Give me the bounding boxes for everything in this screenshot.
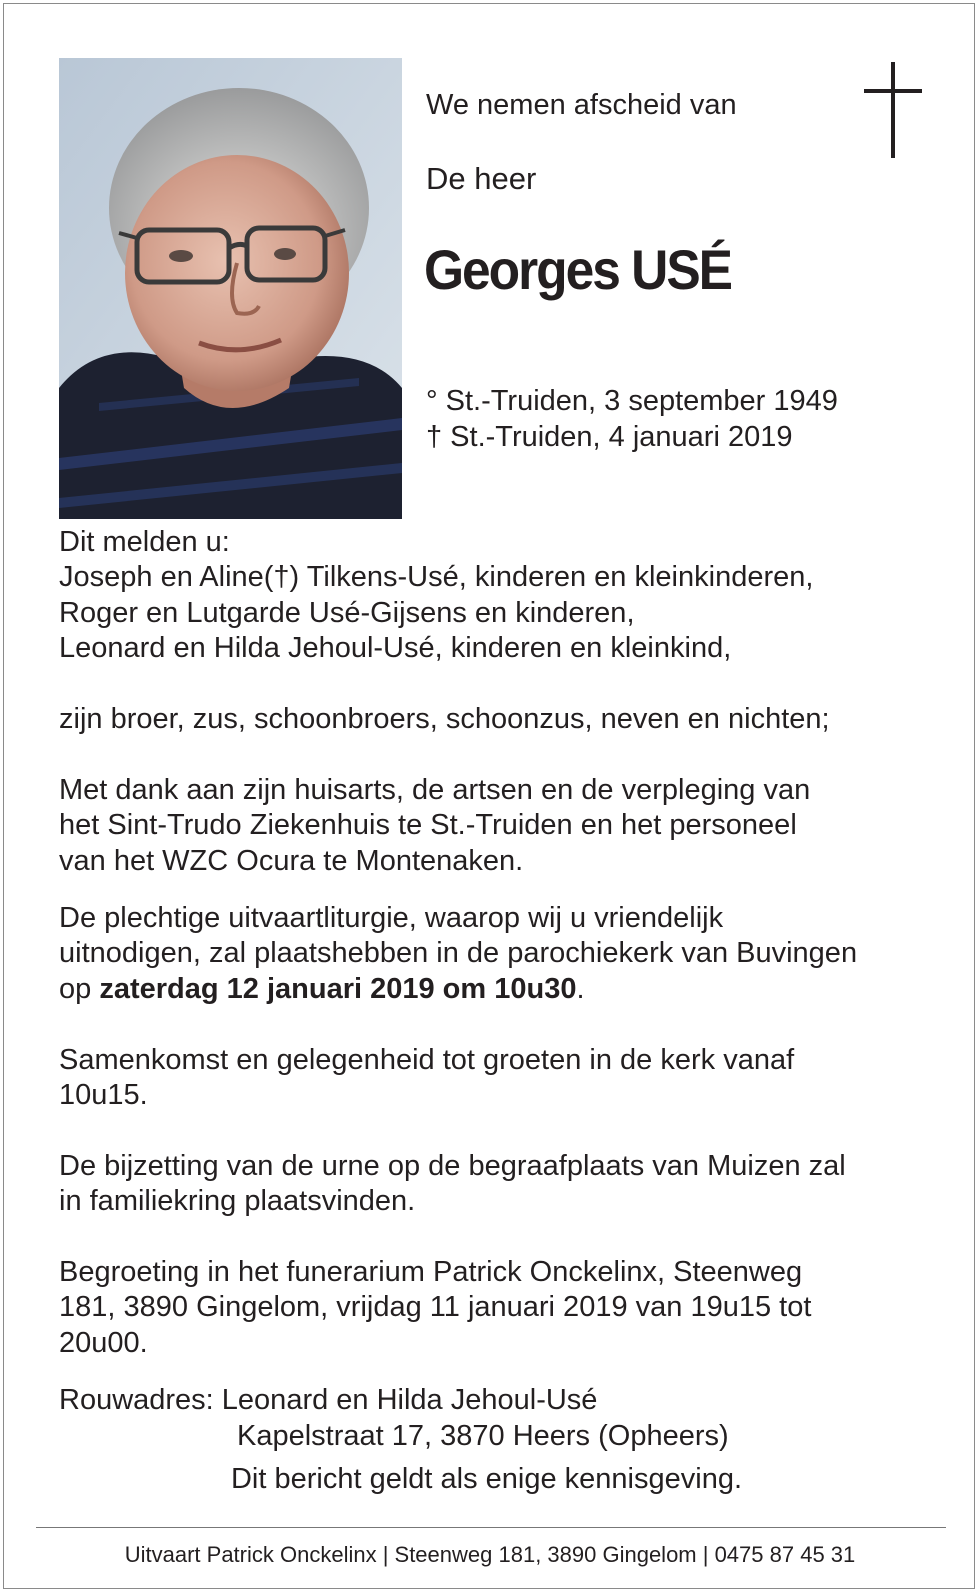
notice-line: Dit bericht geldt als enige kennisgeving. [230,1463,743,1496]
family-line: Leonard en Hilda Jehoul-Usé, kinderen en kleinkind, [59,632,732,665]
liturgy-suffix: . [576,972,585,1005]
birth-line: ° St.-Truiden, 3 september 1949 [426,385,838,417]
gathering-line: Samenkomst en gelegenheid tot groeten in de kerk vanaf [59,1043,795,1076]
relatives-line: zijn broer, zus, schoonbroers, schoonzus, neven en nichten; [59,703,830,736]
thanks-line: van het WZC Ocura te Montenaken. [59,844,524,877]
liturgy-line: De plechtige uitvaartliturgie, waarop wij u vriendelijk [59,902,724,935]
honorific: De heer [426,161,537,196]
address-street: Kapelstraat 17, 3870 Heers (Opheers) [237,1419,729,1452]
liturgy-datetime: zaterdag 12 januari 2019 om 10u30 [99,972,577,1005]
burial-line: De bijzetting van de urne op de begraafplaats van Muizen zal [59,1149,846,1182]
intro-text: We nemen afscheid van [426,89,737,121]
life-dates [426,383,838,455]
deceased-name: Georges USÉ [424,238,732,301]
liturgy-line [59,972,959,1007]
family-line: Joseph en Aline(†) Tilkens-Usé, kinderen en kleinkinderen, [59,561,814,594]
visitation-line: Begroeting in het funerarium Patrick Onckelinx, Steenweg [59,1256,803,1289]
cross-icon [864,62,922,158]
family-line: Roger en Lutgarde Usé-Gijsens en kinderen, [59,596,635,629]
gathering-line: 10u15. [59,1079,148,1112]
liturgy-prefix: op [59,972,100,1005]
thanks-line: Met dank aan zijn huisarts, de artsen en de verpleging van [59,773,811,806]
footer-divider [36,1527,946,1528]
address-line: Rouwadres: Leonard en Hilda Jehoul-Usé [59,1384,598,1417]
thanks-line: het Sint-Trudo Ziekenhuis te St.-Truiden en het personeel [59,809,797,842]
announcement-body [59,525,959,1497]
visitation-line: 20u00. [59,1326,148,1359]
portrait-photo [59,58,402,519]
visitation-line: 181, 3890 Gingelom, vrijdag 11 januari 2019 van 19u15 tot [59,1291,812,1324]
funeral-home-footer: Uitvaart Patrick Onckelinx | Steenweg 181, 3890 Gingelom | 0475 87 45 31 [124,1542,856,1567]
announcement-intro: Dit melden u: [59,526,230,558]
burial-line: in familiekring plaatsvinden. [59,1185,416,1218]
death-line: † St.-Truiden, 4 januari 2019 [426,421,793,453]
liturgy-line: uitnodigen, zal plaatshebben in de parochiekerk van Buvingen [59,937,858,970]
